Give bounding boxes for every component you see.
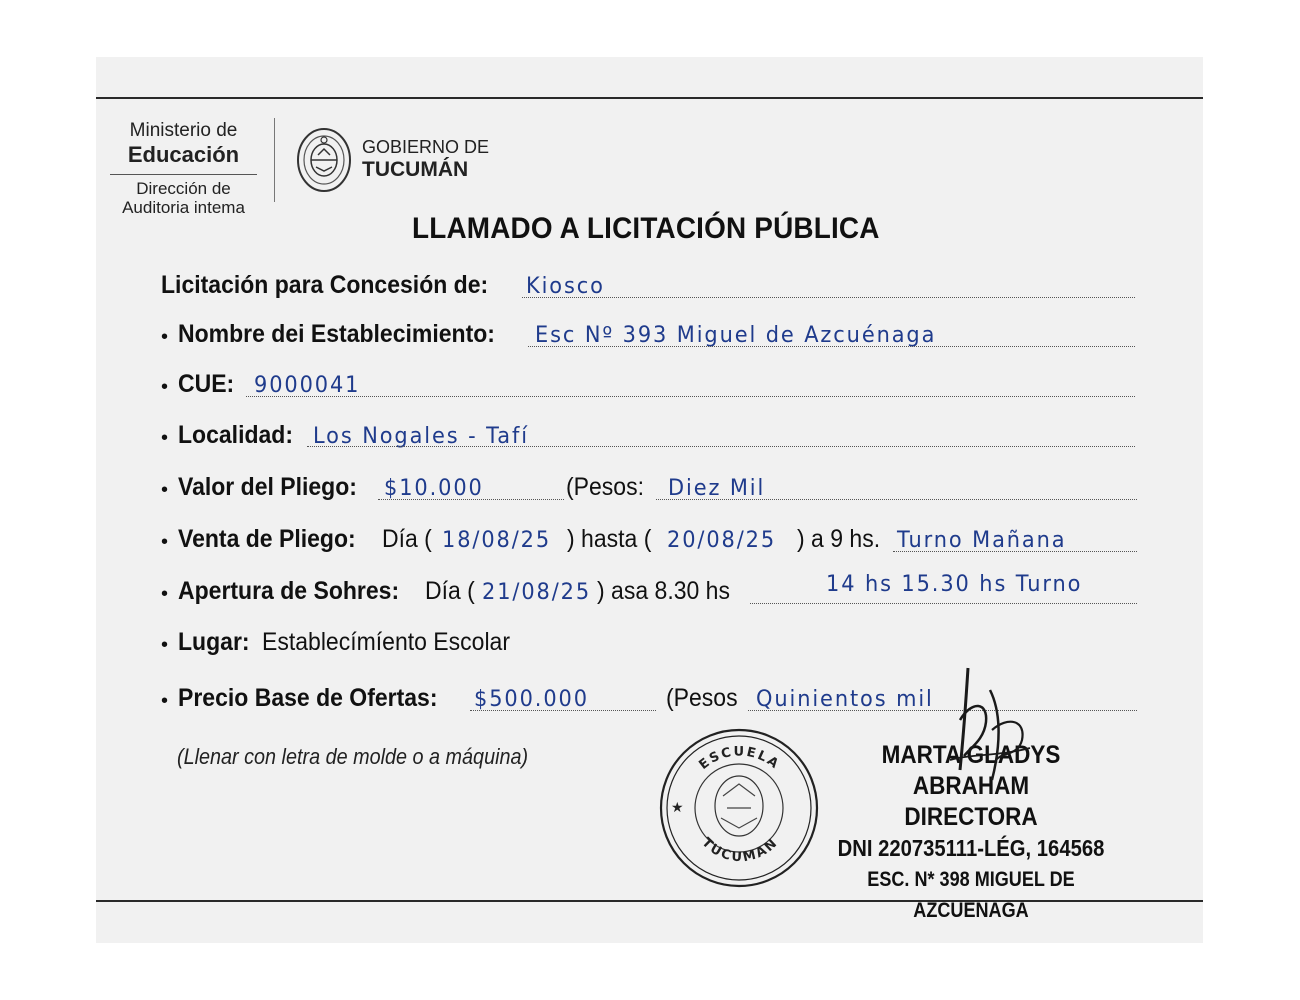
ministry-line2: Educación bbox=[127, 142, 240, 167]
venta-tail: ) a 9 hs. bbox=[797, 525, 881, 553]
value-valor-pesos: Diez Mil bbox=[668, 476, 766, 501]
ministry-logo bbox=[106, 120, 261, 217]
fill-line bbox=[750, 603, 1137, 604]
value-venta-turno: Turno Mañana bbox=[897, 528, 1067, 553]
header-separator bbox=[274, 118, 275, 202]
label-establecimiento: Nombre dei Establecimiento: bbox=[178, 320, 495, 348]
svg-text:★: ★ bbox=[671, 800, 684, 816]
apertura-tail: ) asa 8.30 hs bbox=[597, 577, 730, 605]
ministry-divider bbox=[110, 174, 257, 175]
value-venta-date2: 20/08/25 bbox=[667, 528, 777, 553]
label-venta: Venta de Pliego: bbox=[178, 525, 356, 553]
value-precio: $500.000 bbox=[474, 687, 589, 712]
label-lugar: Lugar: bbox=[178, 628, 250, 656]
value-concesion: Kiosco bbox=[526, 274, 605, 299]
bullet: • bbox=[161, 531, 169, 553]
fill-line bbox=[378, 499, 564, 500]
label-concesion: Licitación para Concesión de: bbox=[161, 271, 489, 299]
stamp-top-text: ESCUELA bbox=[696, 744, 783, 773]
ministry-line4: Auditoria intema bbox=[122, 198, 245, 217]
signer-role: DIRECTORA bbox=[904, 803, 1038, 831]
svg-text:ESCUELA bbox=[696, 744, 782, 772]
signer-school: ESC. N* 398 MIGUEL DE AZCUENAGA bbox=[867, 868, 1075, 922]
stamp-bottom-text: TUCUMAN bbox=[698, 835, 782, 866]
handwritten-signature bbox=[930, 660, 1040, 790]
value-apertura-extra: 14 hs 15.30 hs Turno bbox=[826, 572, 1083, 597]
value-apertura-date: 21/08/25 bbox=[482, 580, 592, 605]
bullet: • bbox=[161, 479, 169, 501]
ministry-line1: Ministerio de bbox=[129, 120, 238, 141]
government-logo bbox=[362, 136, 489, 182]
bullet: • bbox=[161, 583, 169, 605]
value-venta-date1: 18/08/25 bbox=[442, 528, 552, 553]
value-cue: 9000041 bbox=[254, 373, 361, 398]
gov-line2: TUCUMÁN bbox=[362, 158, 469, 181]
svg-text:TUCUMAN bbox=[699, 835, 782, 865]
venta-dia: Día ( bbox=[382, 525, 432, 553]
fill-line bbox=[893, 551, 1137, 552]
fill-line bbox=[656, 499, 1137, 500]
label-valor: Valor del Pliego: bbox=[178, 473, 357, 501]
bullet: • bbox=[161, 690, 169, 712]
label-localidad: Localidad: bbox=[178, 421, 294, 449]
label-apertura: Apertura de Sohres: bbox=[178, 577, 400, 605]
signer-name: MARTA GLADYS ABRAHAM bbox=[881, 741, 1061, 800]
bullet: • bbox=[161, 376, 169, 398]
signer-dni: DNI 220735111-LÉG, 164568 bbox=[837, 835, 1105, 861]
school-stamp-seal bbox=[657, 728, 822, 888]
apertura-dia: Día ( bbox=[425, 577, 475, 605]
fill-line bbox=[246, 396, 1135, 397]
bullet: • bbox=[161, 427, 169, 449]
fill-line bbox=[522, 297, 1135, 298]
ministry-line3: Dirección de bbox=[136, 179, 231, 198]
fill-instruction-note: (Llenar con letra de molde o a máquina) bbox=[177, 744, 529, 769]
value-precio-pesos: Quinientos mil bbox=[756, 687, 934, 712]
top-rule bbox=[96, 97, 1203, 99]
gov-line1: GOBIERNO DE bbox=[362, 137, 490, 157]
value-establecimiento: Esc Nº 393 Miguel de Azcuénaga bbox=[535, 323, 937, 348]
venta-hasta: ) hasta ( bbox=[567, 525, 652, 553]
fill-line bbox=[528, 346, 1135, 347]
label-precio: Precio Base de Ofertas: bbox=[178, 684, 438, 712]
document-title: LLAMADO A LICITACIÓN PÚBLICA bbox=[412, 212, 880, 245]
label-valor-pesos: (Pesos: bbox=[566, 473, 644, 501]
label-cue: CUE: bbox=[178, 370, 235, 398]
fill-line bbox=[470, 710, 656, 711]
bullet: • bbox=[161, 634, 169, 656]
value-lugar: Establecímíento Escolar bbox=[262, 628, 511, 656]
fill-line bbox=[307, 446, 1135, 447]
value-localidad: Los Nogales - Tafí bbox=[313, 424, 529, 449]
bullet: • bbox=[161, 326, 169, 348]
value-valor: $10.000 bbox=[384, 476, 484, 501]
label-precio-pesos: (Pesos bbox=[666, 684, 738, 712]
coat-of-arms-icon bbox=[296, 127, 352, 193]
